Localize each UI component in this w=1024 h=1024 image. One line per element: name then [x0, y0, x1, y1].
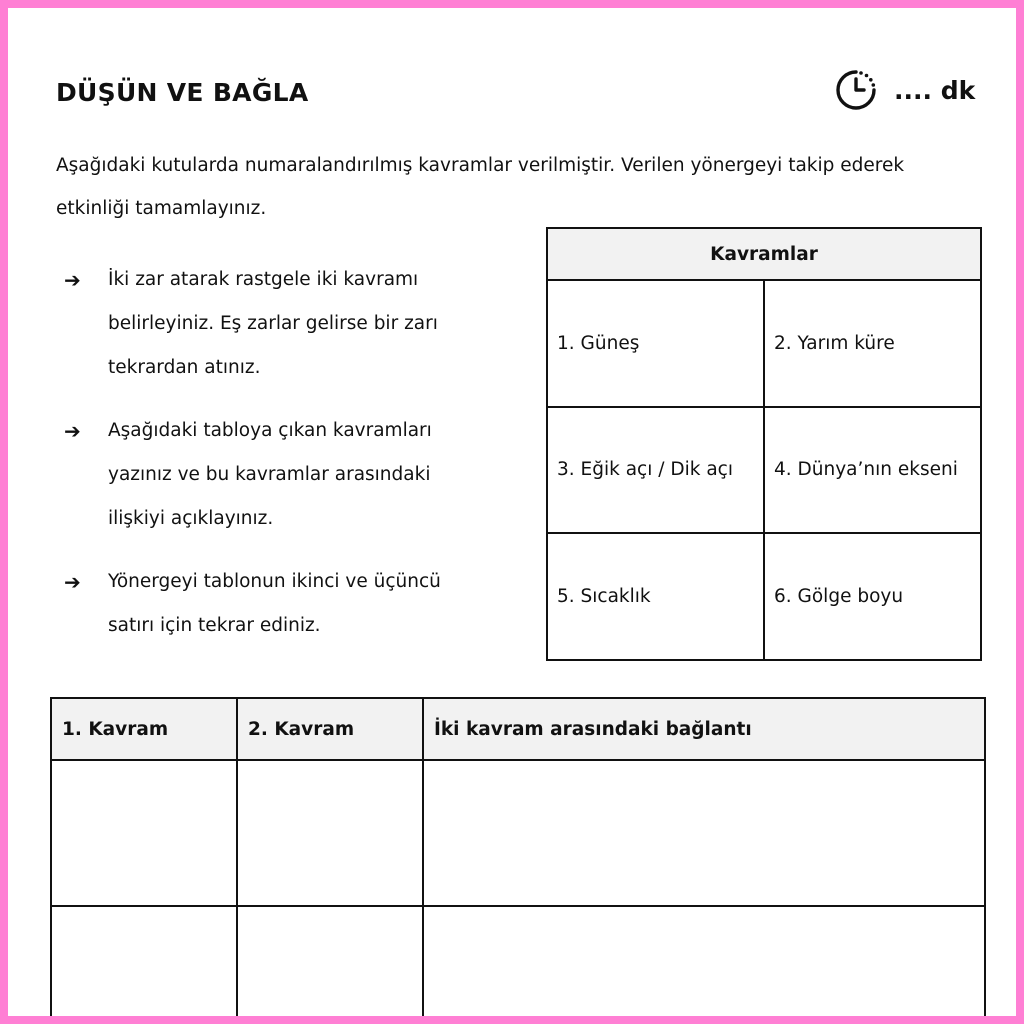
answer-header-second-concept: 2. Kavram — [237, 698, 423, 760]
answer-cell-connection[interactable] — [423, 760, 985, 906]
instruction-text: İki zar atarak rastgele iki kavramı belirleyiniz. Eş zarlar gelirse bir zarı tekrardan atınız. — [108, 269, 438, 378]
concepts-header-row — [547, 228, 981, 280]
answer-cell-second-concept[interactable] — [237, 906, 423, 1024]
answer-row — [51, 906, 985, 1024]
answer-cell-second-concept[interactable] — [237, 760, 423, 906]
answer-table — [50, 697, 986, 1024]
answer-cell-first-concept[interactable] — [51, 906, 237, 1024]
concepts-header: Kavramlar — [547, 228, 981, 280]
instruction-list — [64, 258, 484, 667]
answer-cell-connection[interactable] — [423, 906, 985, 1024]
instruction-text: Yönergeyi tablonun ikinci ve üçüncü satırı için tekrar ediniz. — [108, 571, 441, 636]
instruction-text: Aşağıdaki tabloya çıkan kavramları yazınız ve bu kavramlar arasındaki ilişkiyi açıklayınız. — [108, 420, 432, 529]
concept-cell: 6. Gölge boyu — [764, 533, 981, 660]
page-title: DÜŞÜN VE BAĞLA — [56, 78, 309, 107]
concept-cell: 1. Güneş — [547, 280, 764, 407]
instruction-item — [64, 258, 484, 390]
arrow-right-icon: ➔ — [64, 570, 81, 594]
answer-header-first-concept: 1. Kavram — [51, 698, 237, 760]
concept-cell: 2. Yarım küre — [764, 280, 981, 407]
concepts-row — [547, 280, 981, 407]
answer-row — [51, 760, 985, 906]
concept-cell: 4. Dünya’nın ekseni — [764, 407, 981, 534]
concepts-row — [547, 407, 981, 534]
clock-icon — [834, 68, 878, 112]
arrow-right-icon: ➔ — [64, 419, 81, 443]
answer-cell-first-concept[interactable] — [51, 760, 237, 906]
arrow-right-icon: ➔ — [64, 268, 81, 292]
timer-label: .... dk — [894, 75, 976, 105]
instruction-item — [64, 409, 484, 541]
instruction-item — [64, 560, 484, 648]
answer-header-connection: İki kavram arasındaki bağlantı — [423, 698, 985, 760]
answer-header-row — [51, 698, 985, 760]
intro-text: Aşağıdaki kutularda numaralandırılmış kavramlar verilmiştir. Verilen yönergeyi takip ederek etkinliği tamamlayınız. — [56, 155, 905, 219]
concept-cell: 3. Eğik açı / Dik açı — [547, 407, 764, 534]
timer — [834, 68, 974, 112]
concepts-row — [547, 533, 981, 660]
concept-cell: 5. Sıcaklık — [547, 533, 764, 660]
concepts-table — [546, 227, 982, 661]
